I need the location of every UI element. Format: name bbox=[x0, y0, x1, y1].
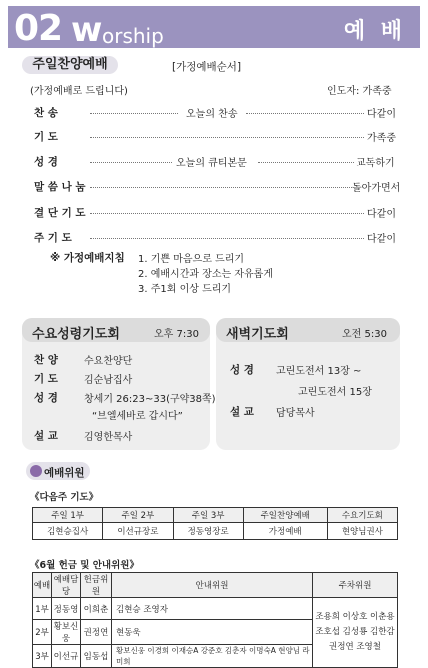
dawn-title: 새벽기도회 bbox=[226, 327, 289, 342]
table-cell: 김현승집사 bbox=[33, 523, 103, 540]
table-header: 안내위원 bbox=[112, 573, 313, 598]
dotted-leader bbox=[90, 162, 172, 163]
table-header: 헌금위원 bbox=[81, 573, 112, 598]
table-cell: 황보신웅 이경희 이재승A 강준호 김춘자 이명숙A 현양님 라미희 bbox=[112, 645, 313, 668]
table-cell: 정동영장로 bbox=[173, 523, 243, 540]
wed-value: 창세기 26:23~33(구약38쪽) bbox=[84, 394, 216, 405]
next-week-table bbox=[32, 507, 398, 540]
june-table bbox=[32, 572, 398, 668]
parking-line: 조호섭 김성룡 김한감 bbox=[315, 627, 395, 637]
table-header: 주차위원 bbox=[313, 573, 398, 598]
table-cell: 정동영 bbox=[52, 598, 81, 620]
wed-label: 설 교 bbox=[34, 430, 58, 442]
dotted-leader bbox=[90, 113, 178, 114]
dawn-value: 고린도전서 13장 ~ bbox=[276, 366, 362, 377]
wed-sermon-title: “브엘세바로 갑시다” bbox=[92, 411, 183, 422]
june-label: 《6월 헌금 및 안내위원》 bbox=[30, 560, 139, 571]
bullet-icon bbox=[30, 465, 42, 477]
wednesday-title: 수요성령기도회 bbox=[32, 327, 120, 342]
order-middle: 오늘의 큐티본문 bbox=[176, 158, 247, 169]
dawn-time: 오전 5:30 bbox=[342, 329, 387, 340]
order-right: 다같이 bbox=[367, 109, 396, 120]
guide-item: 1. 기쁜 마음으로 드리기 bbox=[138, 254, 245, 265]
dawn-label: 설 교 bbox=[230, 406, 254, 418]
table-cell: 1부 bbox=[33, 598, 52, 620]
table-cell: 권정연 bbox=[81, 620, 112, 645]
table-cell: 이선규 bbox=[52, 645, 81, 668]
table-header: 주일 1부 bbox=[33, 508, 103, 523]
table-header: 주일찬양예배 bbox=[243, 508, 327, 523]
dawn-value: 고린도전서 15장 bbox=[298, 387, 372, 398]
page-title: 예 배 bbox=[343, 19, 406, 44]
table-cell: 2부 bbox=[33, 620, 52, 645]
dotted-leader bbox=[258, 162, 354, 163]
dotted-leader bbox=[90, 187, 352, 188]
table-cell: 현동욱 bbox=[112, 620, 313, 645]
table-header: 수요기도회 bbox=[327, 508, 397, 523]
wed-value: 김순남집사 bbox=[84, 375, 133, 386]
next-week-label: 《다음주 기도》 bbox=[30, 492, 99, 503]
order-label: 결 단 기 도 bbox=[34, 207, 86, 219]
order-right: 다같이 bbox=[367, 234, 396, 245]
sunday-leader: 인도자: 가족중 bbox=[327, 86, 392, 97]
wed-label: 찬 양 bbox=[34, 354, 58, 366]
table-cell: 현양님권사 bbox=[327, 523, 397, 540]
section-number: 02 bbox=[14, 8, 63, 49]
sunday-worship-title: 주일찬양예배 bbox=[22, 56, 118, 74]
table-header: 예배 bbox=[33, 573, 52, 598]
table-header: 주일 3부 bbox=[173, 508, 243, 523]
table-header: 주일 2부 bbox=[103, 508, 173, 523]
sunday-note: (가정예배로 드립니다) bbox=[30, 86, 128, 97]
order-label: 성 경 bbox=[34, 156, 58, 168]
parking-line: 권정연 조영철 bbox=[329, 642, 381, 652]
page-header bbox=[8, 6, 420, 48]
order-label: 찬 송 bbox=[34, 107, 58, 119]
guide-item: 2. 예배시간과 장소는 자유롭게 bbox=[138, 269, 273, 280]
parking-cell bbox=[313, 598, 398, 668]
table-cell: 가정예배 bbox=[243, 523, 327, 540]
order-label: 주 기 도 bbox=[34, 232, 72, 244]
guide-label: ※ 가정예배지침 bbox=[50, 252, 125, 264]
table-cell: 이희춘 bbox=[81, 598, 112, 620]
table-header: 예배담당 bbox=[52, 573, 81, 598]
wednesday-time: 오후 7:30 bbox=[154, 329, 199, 340]
wed-label: 성 경 bbox=[34, 392, 58, 404]
order-right: 교독하기 bbox=[356, 158, 395, 169]
table-cell: 임동섭 bbox=[81, 645, 112, 668]
table-cell: 3부 bbox=[33, 645, 52, 668]
parking-line: 조용희 이상호 이춘용 bbox=[315, 612, 395, 622]
order-label: 말 씀 나 눔 bbox=[34, 181, 86, 193]
order-right: 다같이 bbox=[367, 209, 396, 220]
guide-item: 3. 주1회 이상 드리기 bbox=[138, 284, 232, 295]
table-cell: 이선규장로 bbox=[103, 523, 173, 540]
order-right: 가족중 bbox=[367, 133, 396, 144]
table-cell: 황보신웅 bbox=[52, 620, 81, 645]
dotted-leader bbox=[90, 238, 364, 239]
worship-logo-w: w bbox=[71, 10, 103, 50]
order-right: 돌아가면서 bbox=[352, 183, 401, 194]
order-middle: 오늘의 찬송 bbox=[186, 109, 238, 120]
wed-value: 김영한목사 bbox=[84, 432, 133, 443]
worship-logo-rest: orship bbox=[102, 24, 164, 48]
dotted-leader bbox=[90, 213, 364, 214]
dawn-label: 성 경 bbox=[230, 364, 254, 376]
table-cell: 김현승 조영자 bbox=[112, 598, 313, 620]
dotted-leader bbox=[90, 137, 364, 138]
wed-label: 기 도 bbox=[34, 373, 58, 385]
order-label: 기 도 bbox=[34, 131, 58, 143]
dotted-leader bbox=[246, 113, 364, 114]
wed-value: 수요찬양단 bbox=[84, 356, 133, 367]
committee-title: 예배위원 bbox=[44, 467, 85, 479]
sunday-subtitle: [가정예배순서] bbox=[172, 61, 242, 73]
dawn-value: 담당목사 bbox=[276, 408, 315, 419]
